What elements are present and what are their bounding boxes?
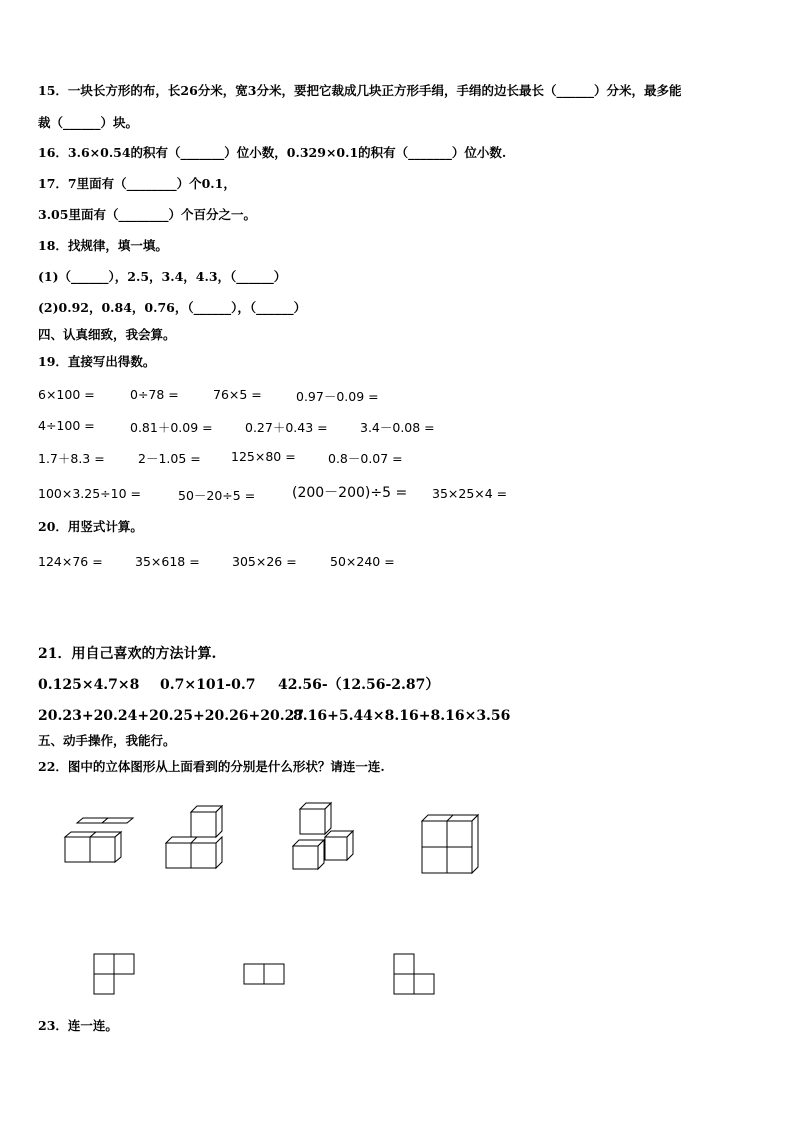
q19-r3-c4: 0.8－0.07 = bbox=[328, 451, 403, 466]
top-view-1 bbox=[93, 953, 137, 997]
q19-r4-c4: 35×25×4 = bbox=[432, 486, 508, 501]
q19-r4-c3: (200－200)÷5 = bbox=[292, 485, 408, 501]
q19-r2-c2: 0.81＋0.09 = bbox=[130, 420, 213, 435]
q20-item-1: 124×76 = bbox=[38, 554, 103, 569]
q21-expr-1: 0.125×4.7×8 bbox=[38, 677, 140, 693]
q19-r3-c3: 125×80 = bbox=[231, 449, 296, 464]
q21-expr-5: 8.16+5.44×8.16+8.16×3.56 bbox=[293, 708, 511, 724]
q19-r2-c1: 4÷100 = bbox=[38, 418, 95, 433]
q19-r4-c2: 50－20÷5 = bbox=[178, 488, 256, 503]
section4-heading: 四、认真细致，我会算。 bbox=[38, 327, 176, 342]
q18-title: 18．找规律，填一填。 bbox=[38, 238, 168, 253]
q23-title: 23．连一连。 bbox=[38, 1018, 118, 1033]
q19-r1-c2: 0÷78 = bbox=[130, 387, 179, 402]
q21-expr-2: 0.7×101-0.7 bbox=[160, 677, 256, 693]
solid-figure-2 bbox=[165, 806, 227, 870]
q21-title: 21．用自己喜欢的方法计算. bbox=[38, 646, 217, 662]
q20-item-4: 50×240 = bbox=[330, 554, 395, 569]
q19-r4-c1: 100×3.25÷10 = bbox=[38, 486, 141, 501]
q22-title: 22．图中的立体图形从上面看到的分别是什么形状？请连一连. bbox=[38, 759, 385, 774]
q19-r3-c2: 2－1.05 = bbox=[138, 451, 201, 466]
q19-r2-c3: 0.27＋0.43 = bbox=[245, 420, 328, 435]
q20-item-3: 305×26 = bbox=[232, 554, 297, 569]
q19-r1-c3: 76×5 = bbox=[213, 387, 262, 402]
q21-expr-4: 20.23+20.24+20.25+20.26+20.27 bbox=[38, 708, 305, 724]
q19-title: 19．直接写出得数。 bbox=[38, 354, 156, 369]
q19-r1-c4: 0.97－0.09 = bbox=[296, 389, 379, 404]
solid-figure-4 bbox=[420, 815, 484, 875]
top-view-2 bbox=[243, 963, 287, 987]
solid-figure-1 bbox=[60, 818, 130, 870]
q20-title: 20．用竖式计算。 bbox=[38, 519, 143, 534]
q15-line1: 15．一块长方形的布，长26分米，宽3分米，要把它裁成几块正方形手绢，手绢的边长最长（______）分米，最多能 bbox=[38, 83, 682, 98]
q19-r1-c1: 6×100 = bbox=[38, 387, 95, 402]
top-view-3 bbox=[393, 953, 437, 997]
q16-text: 16．3.6×0.54的积有（_______）位小数，0.329×0.1的积有（_______）位小数. bbox=[38, 145, 507, 160]
q20-item-2: 35×618 = bbox=[135, 554, 200, 569]
q19-r3-c1: 1.7＋8.3 = bbox=[38, 451, 105, 466]
solid-figure-3 bbox=[292, 803, 356, 871]
q17-line2: 3.05里面有（________）个百分之一。 bbox=[38, 207, 256, 222]
section5-heading: 五、动手操作，我能行。 bbox=[38, 733, 176, 748]
q21-expr-3: 42.56-（12.56-2.87） bbox=[278, 677, 440, 693]
q15-line2: 裁（______）块。 bbox=[38, 115, 139, 130]
q18-line2: (2)0.92，0.84，0.76，（______），（______） bbox=[38, 300, 307, 315]
q19-r2-c4: 3.4－0.08 = bbox=[360, 420, 435, 435]
q17-line1: 17．7里面有（________）个0.1， bbox=[38, 176, 236, 191]
q18-line1: (1)（______），2.5，3.4，4.3，（______） bbox=[38, 269, 287, 284]
